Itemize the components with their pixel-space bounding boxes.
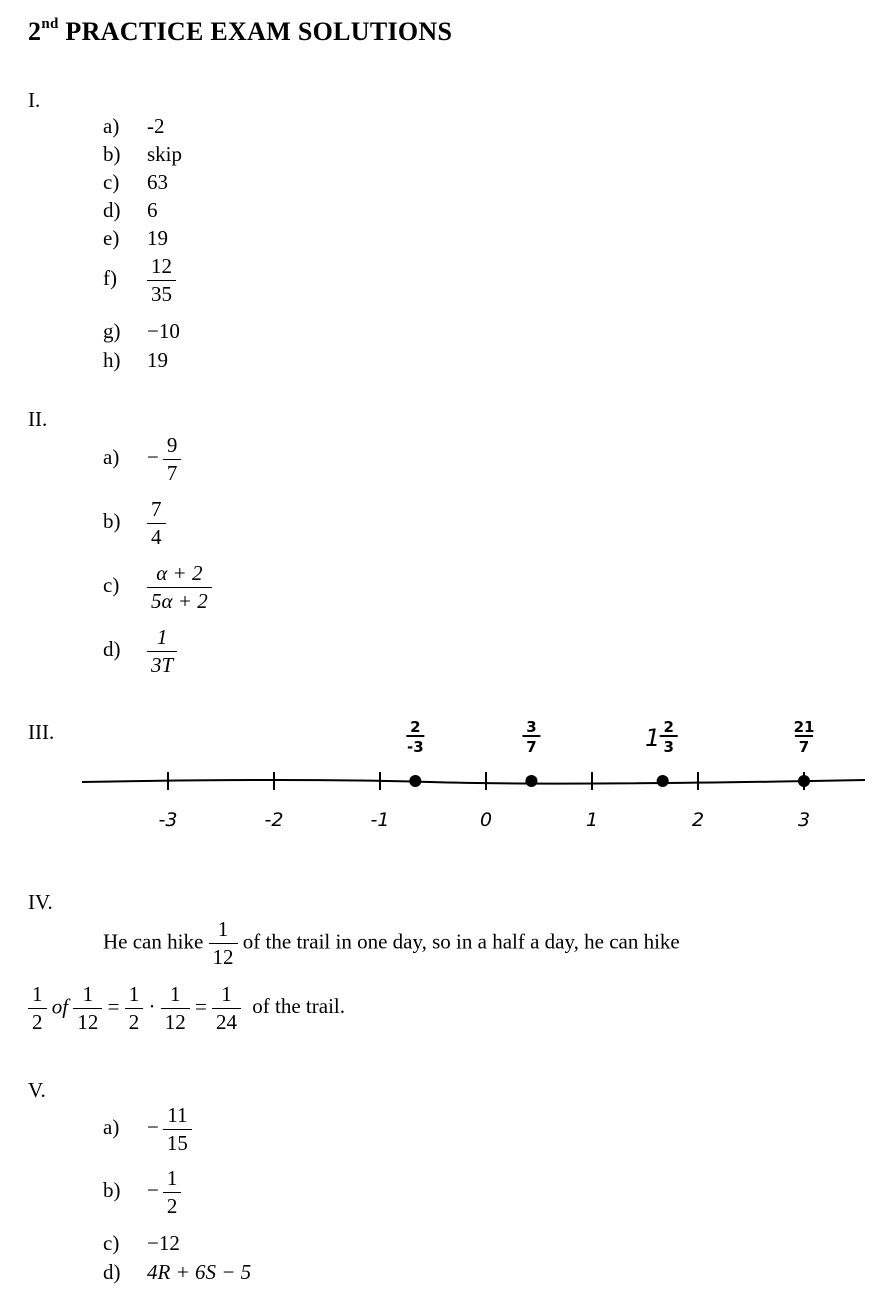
section-3-label: III. xyxy=(28,720,55,744)
answer-1a: a) -2 xyxy=(103,114,165,138)
tick-label: 3 xyxy=(797,809,811,831)
point-label xyxy=(794,718,815,756)
plotted-point xyxy=(798,775,810,787)
answer-5d: d) 4R + 6S − 5 xyxy=(103,1260,252,1284)
tick-label: 1 xyxy=(585,809,599,831)
point-label-numerator: 3 xyxy=(526,718,537,736)
tick-label: -1 xyxy=(370,809,390,831)
fraction: $\frac{1}{12}$ xyxy=(209,918,238,969)
number-line-point-labels xyxy=(406,718,814,756)
section-1-label: I. xyxy=(28,88,41,112)
section-5-label: V. xyxy=(28,1078,46,1102)
point-label-numerator: 2 xyxy=(410,718,421,736)
answer-5b: b) − $\frac{1}{2}$ xyxy=(103,1167,181,1218)
answer-1h: h) 19 xyxy=(103,348,168,372)
point-label xyxy=(406,718,424,756)
answer-2b: b) $\frac{7}{4}$ xyxy=(103,498,166,549)
fraction: $\frac{12}{35}$ xyxy=(147,255,176,306)
word-problem-equation: $\frac{1}{2}$ of $\frac{1}{12}$ = $\frac{1}{2}$ · $\frac{1}{12}$ = $\frac{1}{24}$ of the trail. xyxy=(28,983,345,1034)
fraction: $\frac{1}{24}$ xyxy=(212,983,241,1034)
plotted-point xyxy=(657,775,669,787)
tick-label: -3 xyxy=(158,809,178,831)
point-label-numerator: 21 xyxy=(793,718,815,736)
point-label-denominator: 3 xyxy=(663,738,674,756)
fraction: $\frac{1}{12}$ xyxy=(73,983,102,1034)
answer-5c: c) −12 xyxy=(103,1231,180,1255)
word-problem-line1: He can hike $\frac{1}{12}$ of the trail in one day, so in a half a day, he can hike xyxy=(103,917,680,970)
number-line-axis xyxy=(82,780,865,784)
page-title xyxy=(28,16,452,47)
number-line xyxy=(0,700,873,840)
title-prefix: 2 xyxy=(28,17,42,46)
fraction: $\frac{\alpha + 2}{5\alpha + 2}$ xyxy=(147,562,212,613)
section-4-label: IV. xyxy=(28,890,53,914)
answer-1d: d) 6 xyxy=(103,198,158,222)
point-label-denominator: 7 xyxy=(798,738,810,756)
fraction: $\frac{1}{2}$ xyxy=(125,983,144,1034)
fraction: $\frac{1}{2}$ xyxy=(28,983,47,1034)
fraction: $\frac{1}{12}$ xyxy=(161,983,190,1034)
answer-1c: c) 63 xyxy=(103,170,168,194)
point-label xyxy=(522,718,540,756)
point-label-numerator: 2 xyxy=(663,718,674,736)
tick-label: 2 xyxy=(691,809,705,831)
number-line-points xyxy=(409,775,810,787)
answer-1g: g) −10 xyxy=(103,319,180,343)
number-line-tick-labels xyxy=(159,809,811,831)
point-label-denominator: 7 xyxy=(526,738,537,756)
point-label-whole: 1 xyxy=(645,724,661,752)
answer-1e: e) 19 xyxy=(103,226,168,250)
plotted-point xyxy=(409,775,421,787)
answer-1b: b) skip xyxy=(103,142,183,166)
tick-label: -2 xyxy=(264,809,284,831)
title-text: PRACTICE EXAM SOLUTIONS xyxy=(65,17,453,46)
answer-5a: a) − $\frac{11}{15}$ xyxy=(103,1104,192,1155)
answer-2c: c) $\frac{\alpha + 2}{5\alpha + 2}$ xyxy=(103,562,212,613)
answer-2a: a) − $\frac{9}{7}$ xyxy=(103,434,181,485)
fraction: $\frac{1}{2}$ xyxy=(163,1167,182,1218)
fraction: $\frac{7}{4}$ xyxy=(147,498,166,549)
plotted-point xyxy=(525,775,537,787)
fraction: $\frac{1}{3T}$ xyxy=(147,626,177,677)
point-label xyxy=(645,718,678,756)
title-superscript: nd xyxy=(41,16,59,32)
point-label-denominator: -3 xyxy=(406,738,424,756)
section-2-label: II. xyxy=(28,407,48,431)
answer-2d: d) $\frac{1}{3T}$ xyxy=(103,626,177,677)
tick-label: 0 xyxy=(479,809,493,831)
answer-1f: f) $\frac{12}{35}$ xyxy=(103,255,176,306)
fraction: $\frac{11}{15}$ xyxy=(163,1104,192,1155)
fraction: $\frac{9}{7}$ xyxy=(163,434,182,485)
